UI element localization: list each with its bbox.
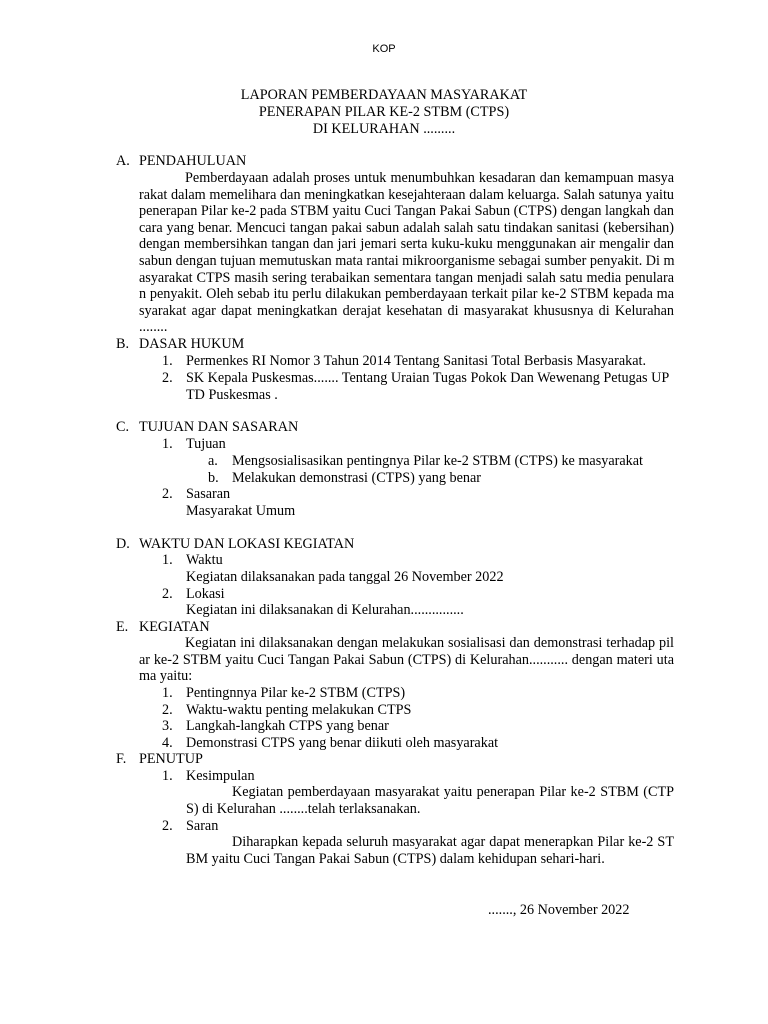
paragraph-line: Diharapkan kepada seluruh masyarakat agar dapat menerapkan Pilar ke-2 ST [232, 834, 674, 850]
paragraph-line: BM yaitu Cuci Tangan Pakai Sabun (CTPS) dalam kehidupan sehari-hari. [186, 850, 605, 867]
paragraph-line: ma yaitu: [139, 668, 193, 685]
paragraph-line: sabun dengan tujuan memutuskan mata rantai mikroorganisme sebagai sumber penyakit. Di m [139, 252, 675, 269]
list-item [162, 370, 669, 387]
suggestion-paragraph [186, 834, 674, 867]
section-f-heading [116, 751, 203, 768]
section-title: PENUTUP [139, 751, 203, 767]
list-item [162, 436, 226, 453]
list-text: Sasaran [186, 486, 231, 502]
section-e-paragraph [139, 635, 674, 685]
list-item [162, 735, 498, 752]
section-a-paragraph [139, 170, 674, 336]
list-number: 2. [162, 370, 173, 386]
list-text: Saran [186, 818, 219, 834]
paragraph-line: n penyakit. Oleh sebab itu perlu dilakukan pemberdayaan terkait pilar ke-2 STBM kepada ma [139, 286, 674, 303]
list-item [162, 586, 225, 603]
list-number: 1. [162, 353, 173, 369]
list-text: Waktu [186, 552, 223, 568]
list-text: Demonstrasi CTPS yang benar diikuti oleh masyarakat [186, 735, 499, 751]
list-item [162, 702, 411, 719]
sub-list-item [208, 453, 643, 470]
list-number: 1. [162, 436, 173, 452]
section-title: WAKTU DAN LOKASI KEGIATAN [139, 536, 355, 552]
list-number: 4. [162, 735, 173, 751]
section-letter: F. [116, 751, 127, 767]
list-item-continuation: TD Puskesmas . [186, 387, 278, 403]
list-item [162, 353, 646, 370]
list-item-continuation: Masyarakat Umum [186, 503, 296, 519]
section-title: PENDAHULUAN [139, 153, 247, 169]
list-number: 2. [162, 702, 173, 718]
list-number: 2. [162, 486, 173, 502]
section-title: TUJUAN DAN SASARAN [139, 419, 299, 435]
report-title-line-3: DI KELURAHAN ......... [312, 121, 456, 137]
list-number: 2. [162, 586, 173, 602]
list-item [162, 486, 230, 503]
list-text: Permenkes RI Nomor 3 Tahun 2014 Tentang Sanitasi Total Berbasis Masyarakat. [186, 353, 647, 369]
paragraph-line: rakat dalam memelihara dan meningkatkan kesejahteraan dalam keluarga. Salah satunya yaitu [139, 186, 674, 203]
list-text: Tujuan [186, 436, 226, 452]
paragraph-line: Kegiatan ini dilaksanakan dengan melakukan sosialisasi dan demonstrasi terhadap pil [185, 635, 674, 651]
paragraph-line: ........ [139, 319, 168, 336]
section-letter: E. [116, 619, 129, 635]
sub-list-item [208, 470, 481, 487]
kop-label: KOP [372, 43, 396, 55]
section-d-heading [116, 536, 354, 553]
list-number: 1. [162, 552, 173, 568]
paragraph-line: Kegiatan pemberdayaan masyarakat yaitu penerapan Pilar ke-2 STBM (CTP [232, 784, 674, 800]
list-item [162, 768, 255, 785]
list-text: SK Kepala Puskesmas....... Tentang Uraian Tugas Pokok Dan Wewenang Petugas UP [186, 370, 670, 386]
paragraph-line: syarakat agar dapat meningkatkan derajat kesehatan di masyarakat khususnya di Kelurahan [139, 302, 674, 319]
list-item [162, 718, 389, 735]
conclusion-paragraph [186, 784, 674, 817]
list-number: 3. [162, 718, 173, 734]
paragraph-line: cara yang benar. Mencuci tangan pakai sabun adalah salah satu tindakan sanitasi (kebersihan) [139, 219, 674, 236]
section-title: KEGIATAN [139, 619, 210, 635]
list-item [162, 685, 405, 702]
section-c-heading [116, 419, 298, 436]
report-title-line-1: LAPORAN PEMBERDAYAAN MASYARAKAT [240, 87, 528, 103]
section-b-heading [116, 336, 244, 353]
sub-list-letter: a. [208, 453, 218, 469]
list-item-continuation: Kegiatan dilaksanakan pada tanggal 26 November 2022 [186, 569, 504, 585]
signature-date: ......., 26 November 2022 [488, 902, 630, 918]
section-letter: D. [116, 536, 130, 552]
list-text: Kesimpulan [186, 768, 255, 784]
report-title-line-2: PENERAPAN PILAR KE-2 STBM (CTPS) [258, 104, 510, 120]
list-number: 1. [162, 685, 173, 701]
paragraph-line: asyarakat CTPS masih sering terabaikan sementara tangan menjadi salah satu media penulara [139, 269, 674, 286]
list-item [162, 818, 218, 835]
section-letter: A. [116, 153, 130, 169]
paragraph-line: ar ke-2 STBM yaitu Cuci Tangan Pakai Sabun (CTPS) di Kelurahan........... dengan materi uta [139, 651, 674, 668]
sub-list-letter: b. [208, 470, 219, 486]
section-a-heading [116, 153, 246, 170]
paragraph-line: dengan membersihkan tangan dan jari jemari serta kuku-kuku menggunakan air mengalir dan [139, 236, 674, 253]
list-item [162, 552, 223, 569]
paragraph-line: S) di Kelurahan ........telah terlaksanakan. [186, 800, 421, 817]
list-text: Langkah-langkah CTPS yang benar [186, 718, 389, 734]
list-number: 2. [162, 818, 173, 834]
sub-list-text: Mengsosialisasikan pentingnya Pilar ke-2 STBM (CTPS) ke masyarakat [232, 453, 643, 469]
sub-list-text: Melakukan demonstrasi (CTPS) yang benar [232, 470, 482, 486]
section-letter: C. [116, 419, 130, 435]
section-e-heading [116, 619, 210, 636]
paragraph-line: Pemberdayaan adalah proses untuk menumbuhkan kesadaran dan kemampuan masya [185, 170, 674, 186]
paragraph-line: penerapan Pilar ke-2 pada STBM yaitu Cuci Tangan Pakai Sabun (CTPS) dengan langkah dan [139, 203, 674, 220]
list-text: Pentingnnya Pilar ke-2 STBM (CTPS) [186, 685, 406, 701]
list-item-continuation: Kegiatan ini dilaksanakan di Kelurahan............... [186, 602, 464, 618]
list-text: Waktu-waktu penting melakukan CTPS [186, 702, 412, 718]
list-number: 1. [162, 768, 173, 784]
section-title: DASAR HUKUM [139, 336, 245, 352]
section-letter: B. [116, 336, 130, 352]
list-text: Lokasi [186, 586, 225, 602]
